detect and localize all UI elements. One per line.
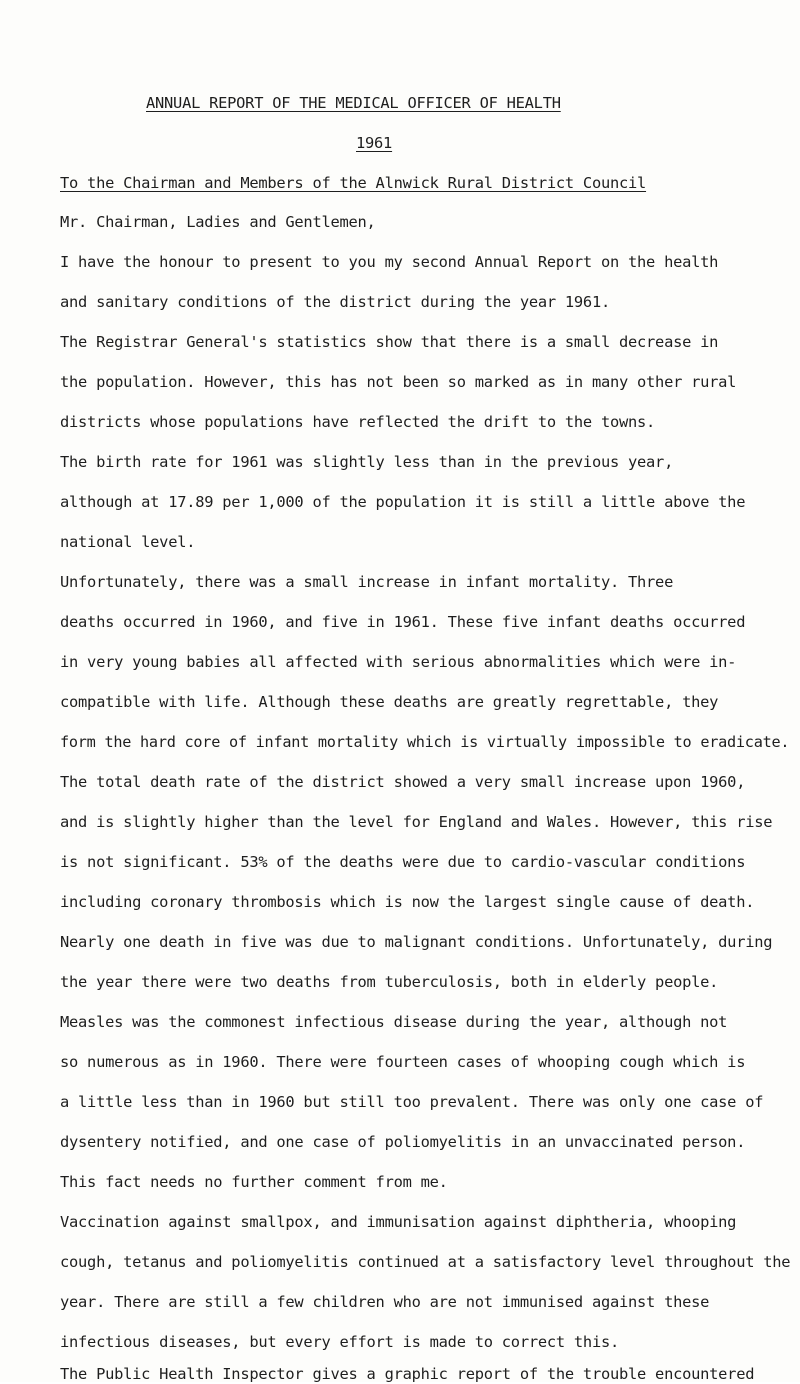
body-line: The total death rate of the district showed a very small increase upon 1960, — [60, 773, 746, 791]
body-line: the population. However, this has not been so marked as in many other rural — [60, 373, 737, 391]
body-line: infectious diseases, but every effort is made to correct this. — [60, 1333, 619, 1351]
addressee: To the Chairman and Members of the Alnwick Rural District Council — [60, 174, 647, 192]
body-line: compatible with life. Although these deaths are greatly regrettable, they — [60, 693, 719, 711]
body-line: so numerous as in 1960. There were fourteen cases of whooping cough which is — [60, 1053, 746, 1071]
report-title: ANNUAL REPORT OF THE MEDICAL OFFICER OF HEALTH — [146, 94, 561, 112]
salutation: Mr. Chairman, Ladies and Gentlemen, — [60, 213, 376, 231]
body-line: Vaccination against smallpox, and immunisation against diphtheria, whooping — [60, 1213, 737, 1231]
body-line: Nearly one death in five was due to malignant conditions. Unfortunately, during — [60, 933, 773, 951]
body-line: deaths occurred in 1960, and five in 1961. These five infant deaths occurred — [60, 613, 746, 631]
body-line: dysentery notified, and one case of poliomyelitis in an unvaccinated person. — [60, 1133, 746, 1151]
body-line: a little less than in 1960 but still too prevalent. There was only one case of — [60, 1093, 764, 1111]
body-line: although at 17.89 per 1,000 of the population it is still a little above the — [60, 493, 746, 511]
body-line: I have the honour to present to you my second Annual Report on the health — [60, 253, 719, 271]
body-line: is not significant. 53% of the deaths were due to cardio-vascular conditions — [60, 853, 746, 871]
body-line: districts whose populations have reflected the drift to the towns. — [60, 413, 656, 431]
body-line: in very young babies all affected with serious abnormalities which were in- — [60, 653, 737, 671]
body-line: including coronary thrombosis which is now the largest single cause of death. — [60, 893, 755, 911]
body-line: Measles was the commonest infectious disease during the year, although not — [60, 1013, 728, 1031]
body-line: the year there were two deaths from tuberculosis, both in elderly people. — [60, 973, 719, 991]
body-line: year. There are still a few children who are not immunised against these — [60, 1293, 710, 1311]
body-line: The Registrar General's statistics show that there is a small decrease in — [60, 333, 719, 351]
body-line: This fact needs no further comment from me. — [60, 1173, 448, 1191]
body-line: and sanitary conditions of the district during the year 1961. — [60, 293, 610, 311]
body-line: cough, tetanus and poliomyelitis continued at a satisfactory level throughout the — [60, 1253, 791, 1271]
body-line: national level. — [60, 533, 196, 551]
body-line: The Public Health Inspector gives a graphic report of the trouble encountered — [60, 1365, 755, 1383]
body-line: form the hard core of infant mortality which is virtually impossible to eradicate. — [60, 733, 790, 751]
body-line: The birth rate for 1961 was slightly less than in the previous year, — [60, 453, 674, 471]
body-line: Unfortunately, there was a small increase in infant mortality. Three — [60, 573, 674, 591]
body-line: and is slightly higher than the level for England and Wales. However, this rise — [60, 813, 773, 831]
report-year: 1961 — [356, 134, 393, 152]
